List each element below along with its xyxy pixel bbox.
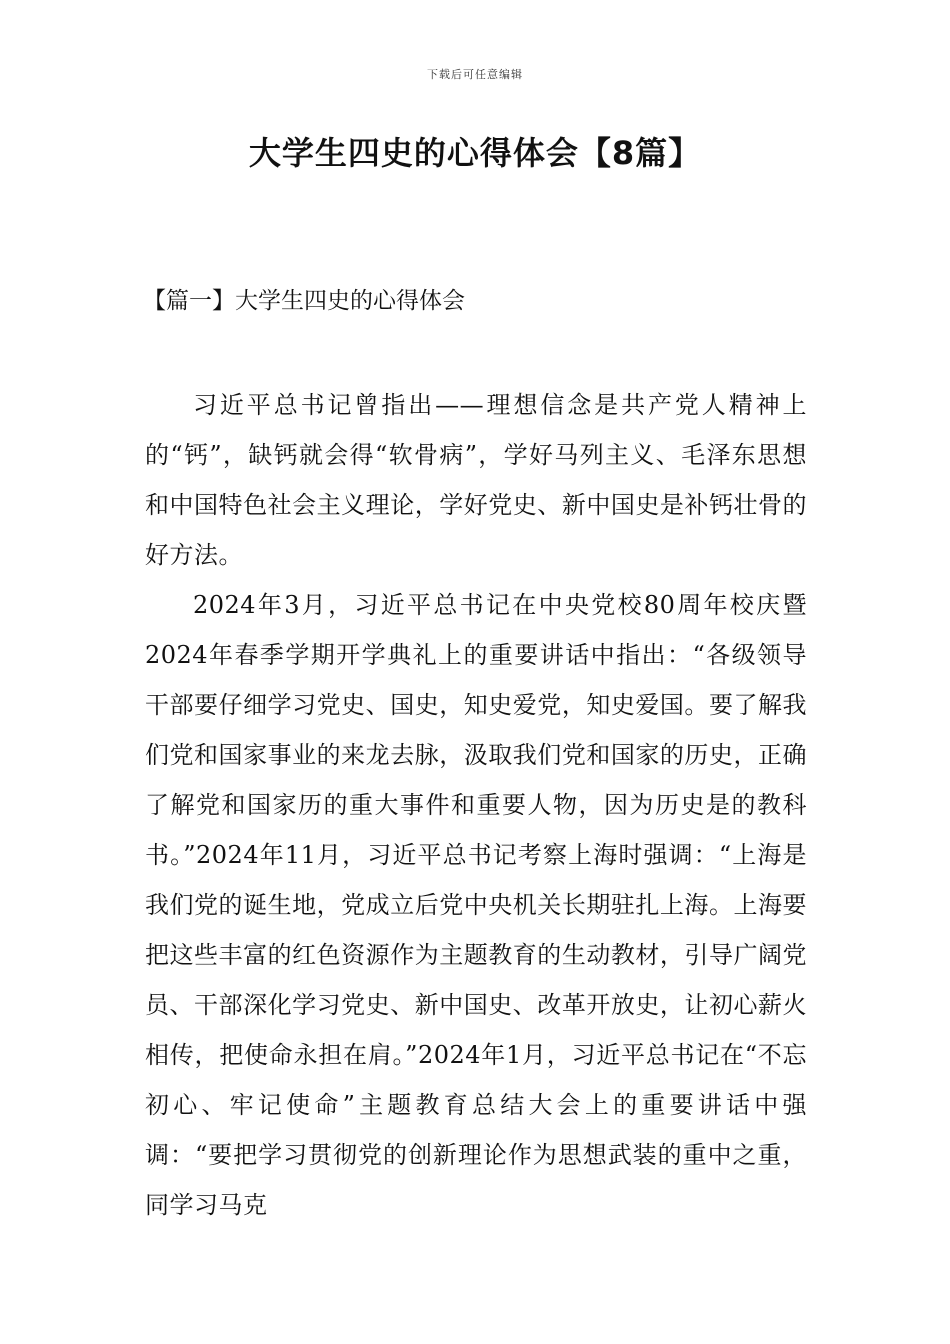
paragraph: 习近平总书记曾指出——理想信念是共产党人精神上的“钙”，缺钙就会得“软骨病”，学好马列主义、毛泽东思想和中国特色社会主义理论，学好党史、新中国史是补钙壮骨的好方法。: [145, 391, 807, 569]
body-text: [145, 380, 807, 1230]
section-heading: 【篇一】大学生四史的心得体会: [143, 288, 465, 314]
document-title: 大学生四史的心得体会【8篇】: [248, 134, 702, 172]
paragraph: 2024年3月，习近平总书记在中央党校80周年校庆暨2024年春季学期开学典礼上的重要讲话中指出：“各级领导干部要仔细学习党史、国史，知史爱党，知史爱国。要了解我们党和国家事业的来龙去脉，汲取我们党和国家的历史，正确了解党和国家历的重大事件和重要人物，因为历史是的教科书。”2024年11月，习近平总书记考察上海时强调：“上海是我们党的诞生地，党成立后党中央机关长期驻扎上海。上海要把这些丰富的红色资源作为主题教育的生动教材，引导广阔党员、干部深化学习党史、新中国史、改革开放史，让初心薪火相传，把使命永担在肩。”2024年1月，习近平总书记在“不忘初心、牢记使命”主题教育总结大会上的重要讲话中强调：“要把学习贯彻党的创新理论作为思想武装的重中之重，同学习马克: [145, 591, 807, 1219]
header-note: 下载后可任意编辑: [427, 68, 523, 81]
